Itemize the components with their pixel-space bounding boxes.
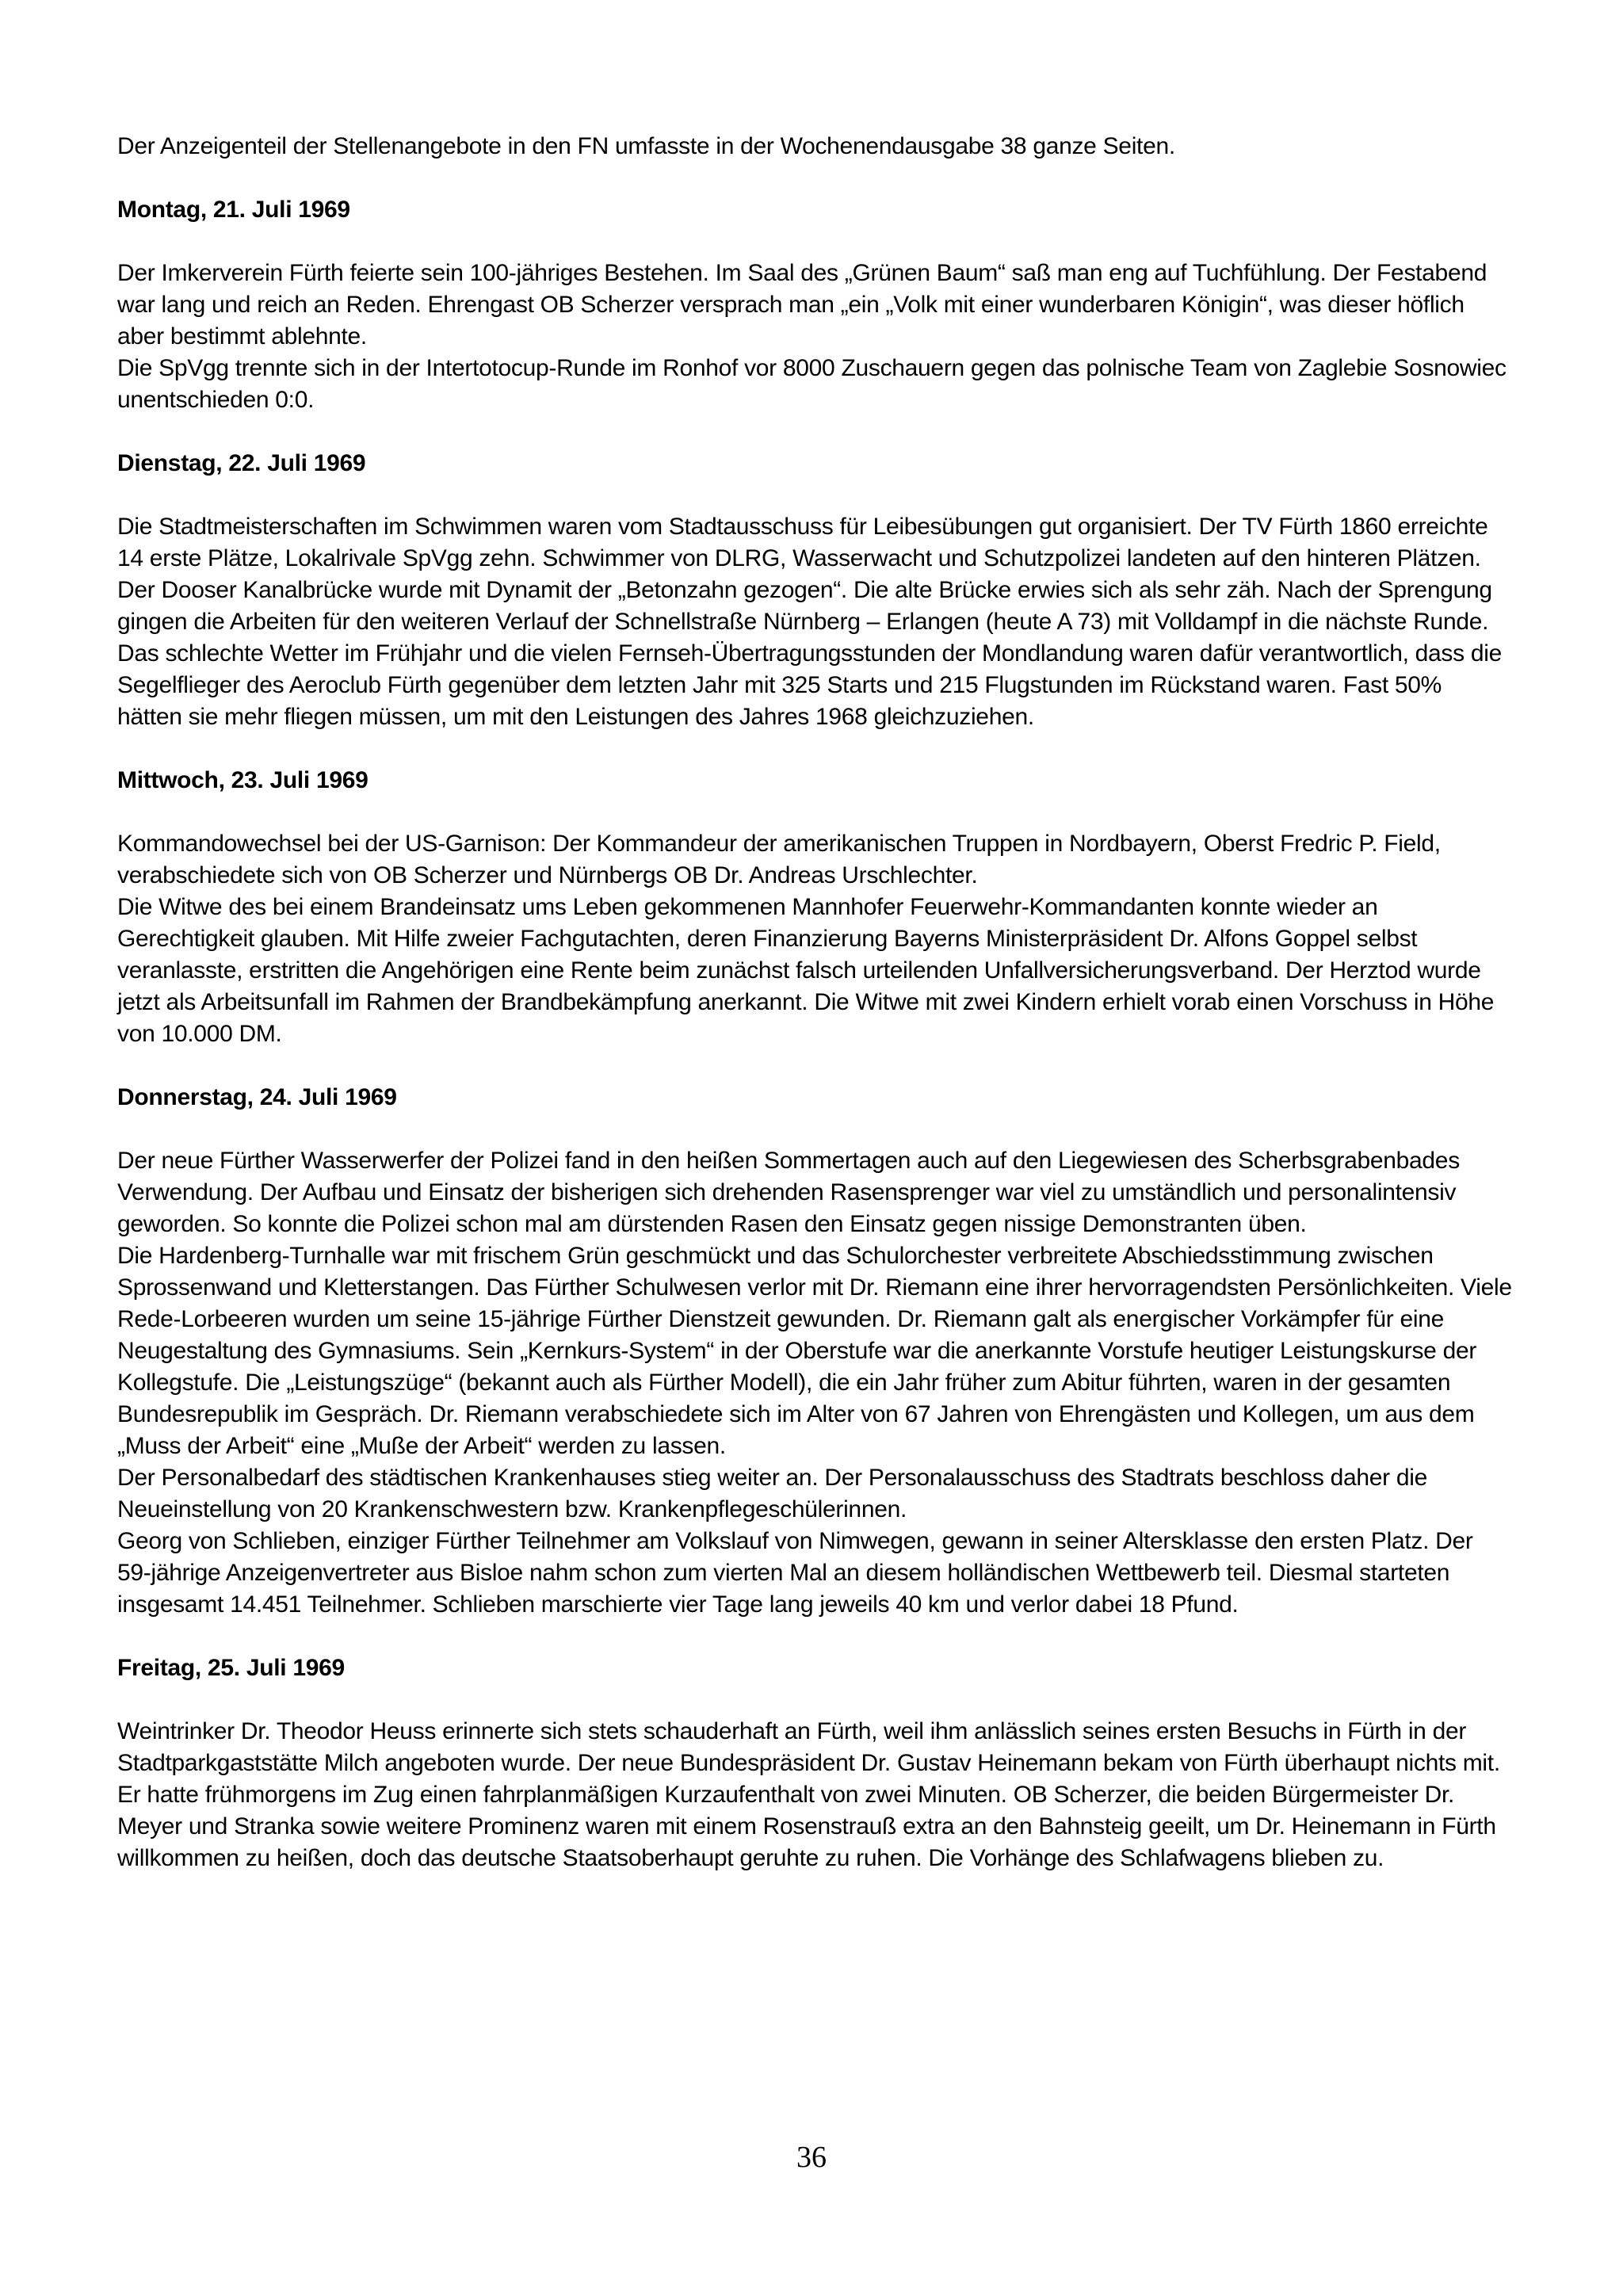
paragraph: Der neue Fürther Wasserwerfer der Polizei fand in den heißen Sommertagen auch auf den Liegewiesen des Scherbsgrabenbades Verwendung. Der Aufbau und Einsatz der bisherigen sich drehenden Rasensprenger war viel zu umständlich und personalintensiv geworden. So konnte die Polizei schon mal am dürstenden Rasen den Einsatz gegen nissige Demonstranten üben. [117, 1148, 1460, 1237]
section-freitag [117, 1652, 1512, 1874]
paragraph: Der Imkerverein Fürth feierte sein 100-jähriges Bestehen. Im Saal des „Grünen Baum“ saß man eng auf Tuchfühlung. Der Festabend war lang und reich an Reden. Ehrengast OB Scherzer versprach man „ein „Volk mit einer wunderbaren Königin“, was dieser höflich aber bestimmt ablehnte. [117, 260, 1487, 350]
section-heading: Montag, 21. Juli 1969 [117, 197, 350, 223]
paragraph: Der Personalbedarf des städtischen Krankenhauses stieg weiter an. Der Personalausschuss des Stadtrats beschloss daher die Neueinstellung von 20 Krankenschwestern bzw. Krankenpflegeschülerinnen. [117, 1465, 1427, 1522]
paragraph: Die Witwe des bei einem Brandeinsatz ums Leben gekommenen Mannhofer Feuerwehr-Kommandanten konnte wieder an Gerechtigkeit glauben. Mit Hilfe zweier Fachgutachten, deren Finanzierung Bayerns Ministerpräsident Dr. Alfons Goppel selbst veranlasste, erstritten die Angehörigen eine Rente beim zunächst falsch urteilenden Unfallversicherungsverband. Der Herztod wurde jetzt als Arbeitsunfall im Rahmen der Brandbekämpfung anerkannt. Die Witwe mit zwei Kindern erhielt vorab einen Vorschuss in Höhe von 10.000 DM. [117, 894, 1495, 1047]
paragraph: Die Stadtmeisterschaften im Schwimmen waren vom Stadtausschuss für Leibesübungen gut organisiert. Der TV Fürth 1860 erreichte 14 erste Plätze, Lokalrivale SpVgg zehn. Schwimmer von DLRG, Wasserwacht und Schutzpolizei landeten auf den hinteren Plätzen. [117, 514, 1488, 571]
section-heading: Mittwoch, 23. Juli 1969 [117, 767, 369, 793]
intro-paragraph: Der Anzeigenteil der Stellenangebote in den FN umfasste in der Wochenendausgabe 38 ganze Seiten. [117, 133, 1175, 159]
paragraph: Weintrinker Dr. Theodor Heuss erinnerte sich stets schauderhaft an Fürth, weil ihm anlässlich seines ersten Besuchs in Fürth in der Stadtparkgaststätte Milch angeboten wurde. Der neue Bundespräsident Dr. Gustav Heinemann bekam von Fürth überhaupt nichts mit. Er hatte frühmorgens im Zug einen fahrplanmäßigen Kurzaufenthalt von zwei Minuten. OB Scherzer, die beiden Bürgermeister Dr. Meyer und Stranka sowie weitere Prominenz waren mit einem Rosenstrauß extra an den Bahnsteig geeilt, um Dr. Heinemann in Fürth willkommen zu heißen, doch das deutsche Staatsoberhaupt geruhte zu ruhen. Die Vorhänge des Schlafwagens blieben zu. [117, 1718, 1500, 1871]
section-heading: Freitag, 25. Juli 1969 [117, 1655, 345, 1681]
section-montag [117, 194, 1512, 416]
section-donnerstag [117, 1082, 1512, 1621]
document-body [117, 131, 1512, 1906]
paragraph: Georg von Schlieben, einziger Fürther Teilnehmer am Volkslauf von Nimwegen, gewann in seiner Altersklasse den ersten Platz. Der 59-jährige Anzeigenvertreter aus Bisloe nahm schon zum vierten Mal an diesem holländischen Wettbewerb teil. Diesmal starteten insgesamt 14.451 Teilnehmer. Schlieben marschierte vier Tage lang jeweils 40 km und verlor dabei 18 Pfund. [117, 1528, 1473, 1618]
section-mittwoch [117, 765, 1512, 1050]
paragraph: Die Hardenberg-Turnhalle war mit frischem Grün geschmückt und das Schulorchester verbreitete Abschiedsstimmung zwischen Sprossenwand und Kletterstangen. Das Fürther Schulwesen verlor mit Dr. Riemann eine ihrer hervorragendsten Persönlichkeiten. Viele Rede-Lorbeeren wurden um seine 15-jährige Fürther Dienstzeit gewunden. Dr. Riemann galt als energischer Vorkämpfer für eine Neugestaltung des Gymnasiums. Sein „Kernkurs-System“ in der Oberstufe war die anerkannte Vorstufe heutiger Leistungskurse der Kollegstufe. Die „Leistungszüge“ (bekannt auch als Fürther Modell), die ein Jahr früher zum Abitur führten, waren in der gesamten Bundesrepublik im Gespräch. Dr. Riemann verabschiedete sich im Alter von 67 Jahren von Ehrengästen und Kollegen, um aus dem „Muss der Arbeit“ eine „Muße der Arbeit“ werden zu lassen. [117, 1243, 1512, 1459]
section-heading: Donnerstag, 24. Juli 1969 [117, 1084, 397, 1110]
page-number: 36 [796, 2141, 827, 2174]
section-heading: Dienstag, 22. Juli 1969 [117, 450, 366, 476]
paragraph: Das schlechte Wetter im Frühjahr und die vielen Fernseh-Übertragungsstunden der Mondlandung waren dafür verantwortlich, dass die Segelflieger des Aeroclub Fürth gegenüber dem letzten Jahr mit 325 Starts und 215 Flugstunden im Rückstand waren. Fast 50% hätten sie mehr fliegen müssen, um mit den Leistungen des Jahres 1968 gleichzuziehen. [117, 640, 1502, 730]
paragraph: Der Dooser Kanalbrücke wurde mit Dynamit der „Betonzahn gezogen“. Die alte Brücke erwies sich als sehr zäh. Nach der Sprengung gingen die Arbeiten für den weiteren Verlauf der Schnellstraße Nürnberg – Erlangen (heute A 73) mit Volldampf in die nächste Runde. [117, 577, 1492, 635]
paragraph: Kommandowechsel bei der US-Garnison: Der Kommandeur der amerikanischen Truppen in Nordbayern, Oberst Fredric P. Field, verabschiedete sich von OB Scherzer und Nürnbergs OB Dr. Andreas Urschlechter. [117, 831, 1441, 888]
section-dienstag [117, 448, 1512, 733]
paragraph: Die SpVgg trennte sich in der Intertotocup-Runde im Ronhof vor 8000 Zuschauern gegen das polnische Team von Zaglebie Sosnowiec unentschieden 0:0. [117, 355, 1507, 413]
